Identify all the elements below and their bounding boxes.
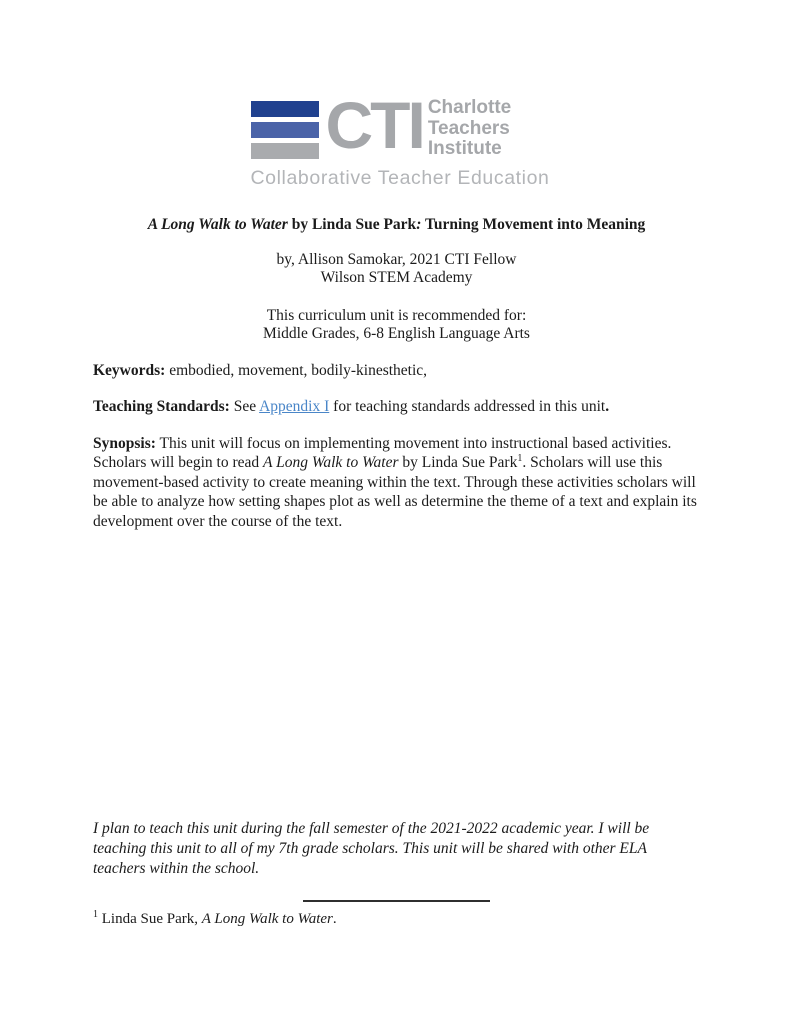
keywords-label: Keywords: bbox=[93, 361, 166, 379]
recommended-block bbox=[93, 307, 700, 344]
keywords-line bbox=[93, 361, 700, 381]
synopsis-label: Synopsis: bbox=[93, 434, 156, 452]
logo-tagline: Collaborative Teacher Education bbox=[250, 166, 550, 189]
title-author-part: by Linda Sue Park bbox=[287, 216, 417, 233]
footnote-reference-mark: 1 bbox=[517, 452, 523, 464]
appendix-link[interactable]: Appendix I bbox=[259, 398, 330, 415]
keywords-text: embodied, movement, bodily-kinesthetic, bbox=[165, 361, 428, 379]
title-subtitle: Turning Movement into Meaning bbox=[421, 216, 646, 233]
teaching-standards-period: . bbox=[605, 398, 610, 415]
synopsis-paragraph bbox=[93, 434, 700, 532]
logo-org-name-line1: Charlotte bbox=[427, 97, 512, 118]
byline bbox=[93, 251, 700, 288]
footnote-divider bbox=[303, 900, 490, 902]
recommended-intro: This curriculum unit is recommended for: bbox=[266, 306, 527, 324]
synopsis-part2: by Linda Sue Park bbox=[398, 454, 518, 471]
document-content bbox=[93, 0, 700, 929]
synopsis-book-name: A Long Walk to Water bbox=[263, 454, 399, 471]
footnote-text: Linda Sue Park, bbox=[98, 910, 202, 927]
footnote bbox=[93, 910, 700, 930]
document-title bbox=[93, 215, 700, 235]
teaching-standards-line bbox=[93, 397, 700, 417]
synopsis-part3: . Scholars will use this movement-based activity to create meaning within the text. Through these activities scholars will be able to analyze how setting shapes plot as well as determine the theme of a text and explain its development over the course of the text. bbox=[93, 454, 697, 530]
teaching-standards-pre: See bbox=[229, 398, 260, 415]
recommended-grades: Middle Grades, 6-8 English Language Arts bbox=[263, 325, 530, 342]
title-book-name: A Long Walk to Water bbox=[147, 216, 288, 233]
footnote-number: 1 bbox=[93, 908, 98, 920]
logo-cti-text: CTI bbox=[325, 88, 423, 162]
synopsis-part1: This unit will focus on implementing movement into instructional based activities. Scholars will begin to read bbox=[93, 434, 672, 471]
logo-org-name-line3: Institute bbox=[427, 138, 502, 159]
teaching-standards-label: Teaching Standards: bbox=[93, 398, 230, 415]
byline-school: Wilson STEM Academy bbox=[320, 269, 473, 286]
title-colon: : bbox=[416, 216, 422, 233]
teaching-standards-post: for teaching standards addressed in this unit bbox=[329, 398, 606, 415]
footnote-book-name: A Long Walk to Water bbox=[201, 910, 333, 927]
teaching-plan-paragraph: I plan to teach this unit during the fall semester of the 2021-2022 academic year. I will be teaching this unit to all of my 7th grade scholars. This unit will be shared with other ELA teachers within the school. bbox=[93, 820, 650, 877]
byline-author: by, Allison Samokar, 2021 CTI Fellow bbox=[276, 250, 517, 268]
footnote-period: . bbox=[332, 910, 337, 927]
logo-org-name-line2: Teachers bbox=[427, 117, 510, 139]
